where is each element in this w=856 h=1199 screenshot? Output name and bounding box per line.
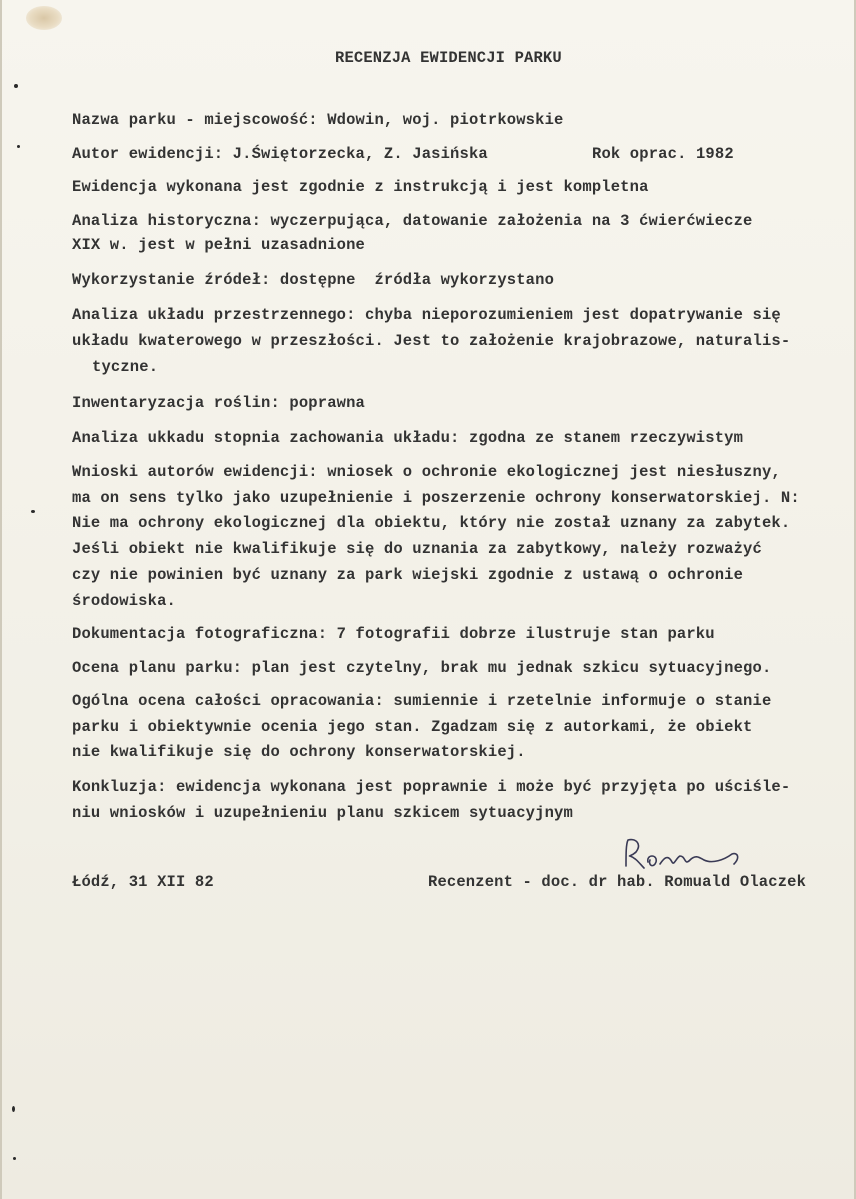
line-completeness: Ewidencja wykonana jest zgodnie z instrukcją i jest kompletna [72, 178, 649, 196]
hole-punch-mark [14, 84, 18, 88]
line-spatial-3: tyczne. [92, 358, 159, 376]
line-photo-docs: Dokumentacja fotograficzna: 7 fotografii dobrze ilustruje stan parku [72, 625, 715, 643]
line-preservation: Analiza ukkadu stopnia zachowania układu: zgodna ze stanem rzeczywistym [72, 429, 744, 447]
hole-punch-mark [12, 1106, 15, 1112]
footer-reviewer: Recenzent - doc. dr hab. Romuald Olaczek [428, 873, 807, 891]
hole-punch-mark [31, 510, 35, 513]
line-year: Rok oprac. 1982 [592, 145, 734, 163]
line-spatial-2: układu kwaterowego w przeszłości. Jest to założenie krajobrazowe, naturalis- [72, 332, 791, 350]
footer-place-date: Łódź, 31 XII 82 [72, 873, 214, 891]
line-conclusion-2: niu wniosków i uzupełnieniu planu szkicem sytuacyjnym [72, 804, 573, 822]
line-historical-1: Analiza historyczna: wyczerpująca, datowanie założenia na 3 ćwierćwiecze [72, 212, 753, 230]
page-edge-left [0, 0, 2, 1199]
line-conclusions-3: Nie ma ochrony ekologicznej dla obiektu, który nie został uznany za zabytek. [72, 514, 791, 532]
hole-punch-mark [13, 1157, 16, 1160]
line-spatial-1: Analiza układu przestrzennego: chyba nieporozumieniem jest dopatrywanie się [72, 306, 781, 324]
line-overall-2: parku i obiektywnie ocenia jego stan. Zgadzam się z autorkami, że obiekt [72, 718, 753, 736]
line-conclusions-5: czy nie powinien być uznany za park wiejski zgodnie z ustawą o ochronie [72, 566, 744, 584]
line-conclusions-2: ma on sens tylko jako uzupełnienie i poszerzenie ochrony konserwatorskiej. N: [72, 489, 800, 507]
line-overall-3: nie kwalifikuje się do ochrony konserwatorskiej. [72, 743, 526, 761]
line-conclusions-1: Wnioski autorów ewidencji: wniosek o ochronie ekologicznej jest niesłuszny, [72, 463, 781, 481]
paper-stain [26, 6, 62, 30]
line-author: Autor ewidencji: J.Świętorzecka, Z. Jasińska [72, 145, 488, 163]
line-conclusion-1: Konkluzja: ewidencja wykonana jest poprawnie i może być przyjęta po uściśle- [72, 778, 791, 796]
line-overall-1: Ogólna ocena całości opracowania: sumiennie i rzetelnie informuje o stanie [72, 692, 772, 710]
line-historical-2: XIX w. jest w pełni uzasadnione [72, 236, 365, 254]
line-conclusions-4: Jeśli obiekt nie kwalifikuje się do uznania za zabytkowy, należy rozważyć [72, 540, 762, 558]
hole-punch-mark [17, 145, 20, 148]
reviewer-signature [620, 836, 750, 876]
line-inventory: Inwentaryzacja roślin: poprawna [72, 394, 365, 412]
document-title: RECENZJA EWIDENCJI PARKU [335, 49, 562, 67]
line-park-name: Nazwa parku - miejscowość: Wdowin, woj. piotrkowskie [72, 111, 564, 129]
line-conclusions-6: środowiska. [72, 592, 176, 610]
line-plan-rating: Ocena planu parku: plan jest czytelny, brak mu jednak szkicu sytuacyjnego. [72, 659, 772, 677]
line-sources: Wykorzystanie źródeł: dostępne źródła wykorzystano [72, 271, 555, 289]
